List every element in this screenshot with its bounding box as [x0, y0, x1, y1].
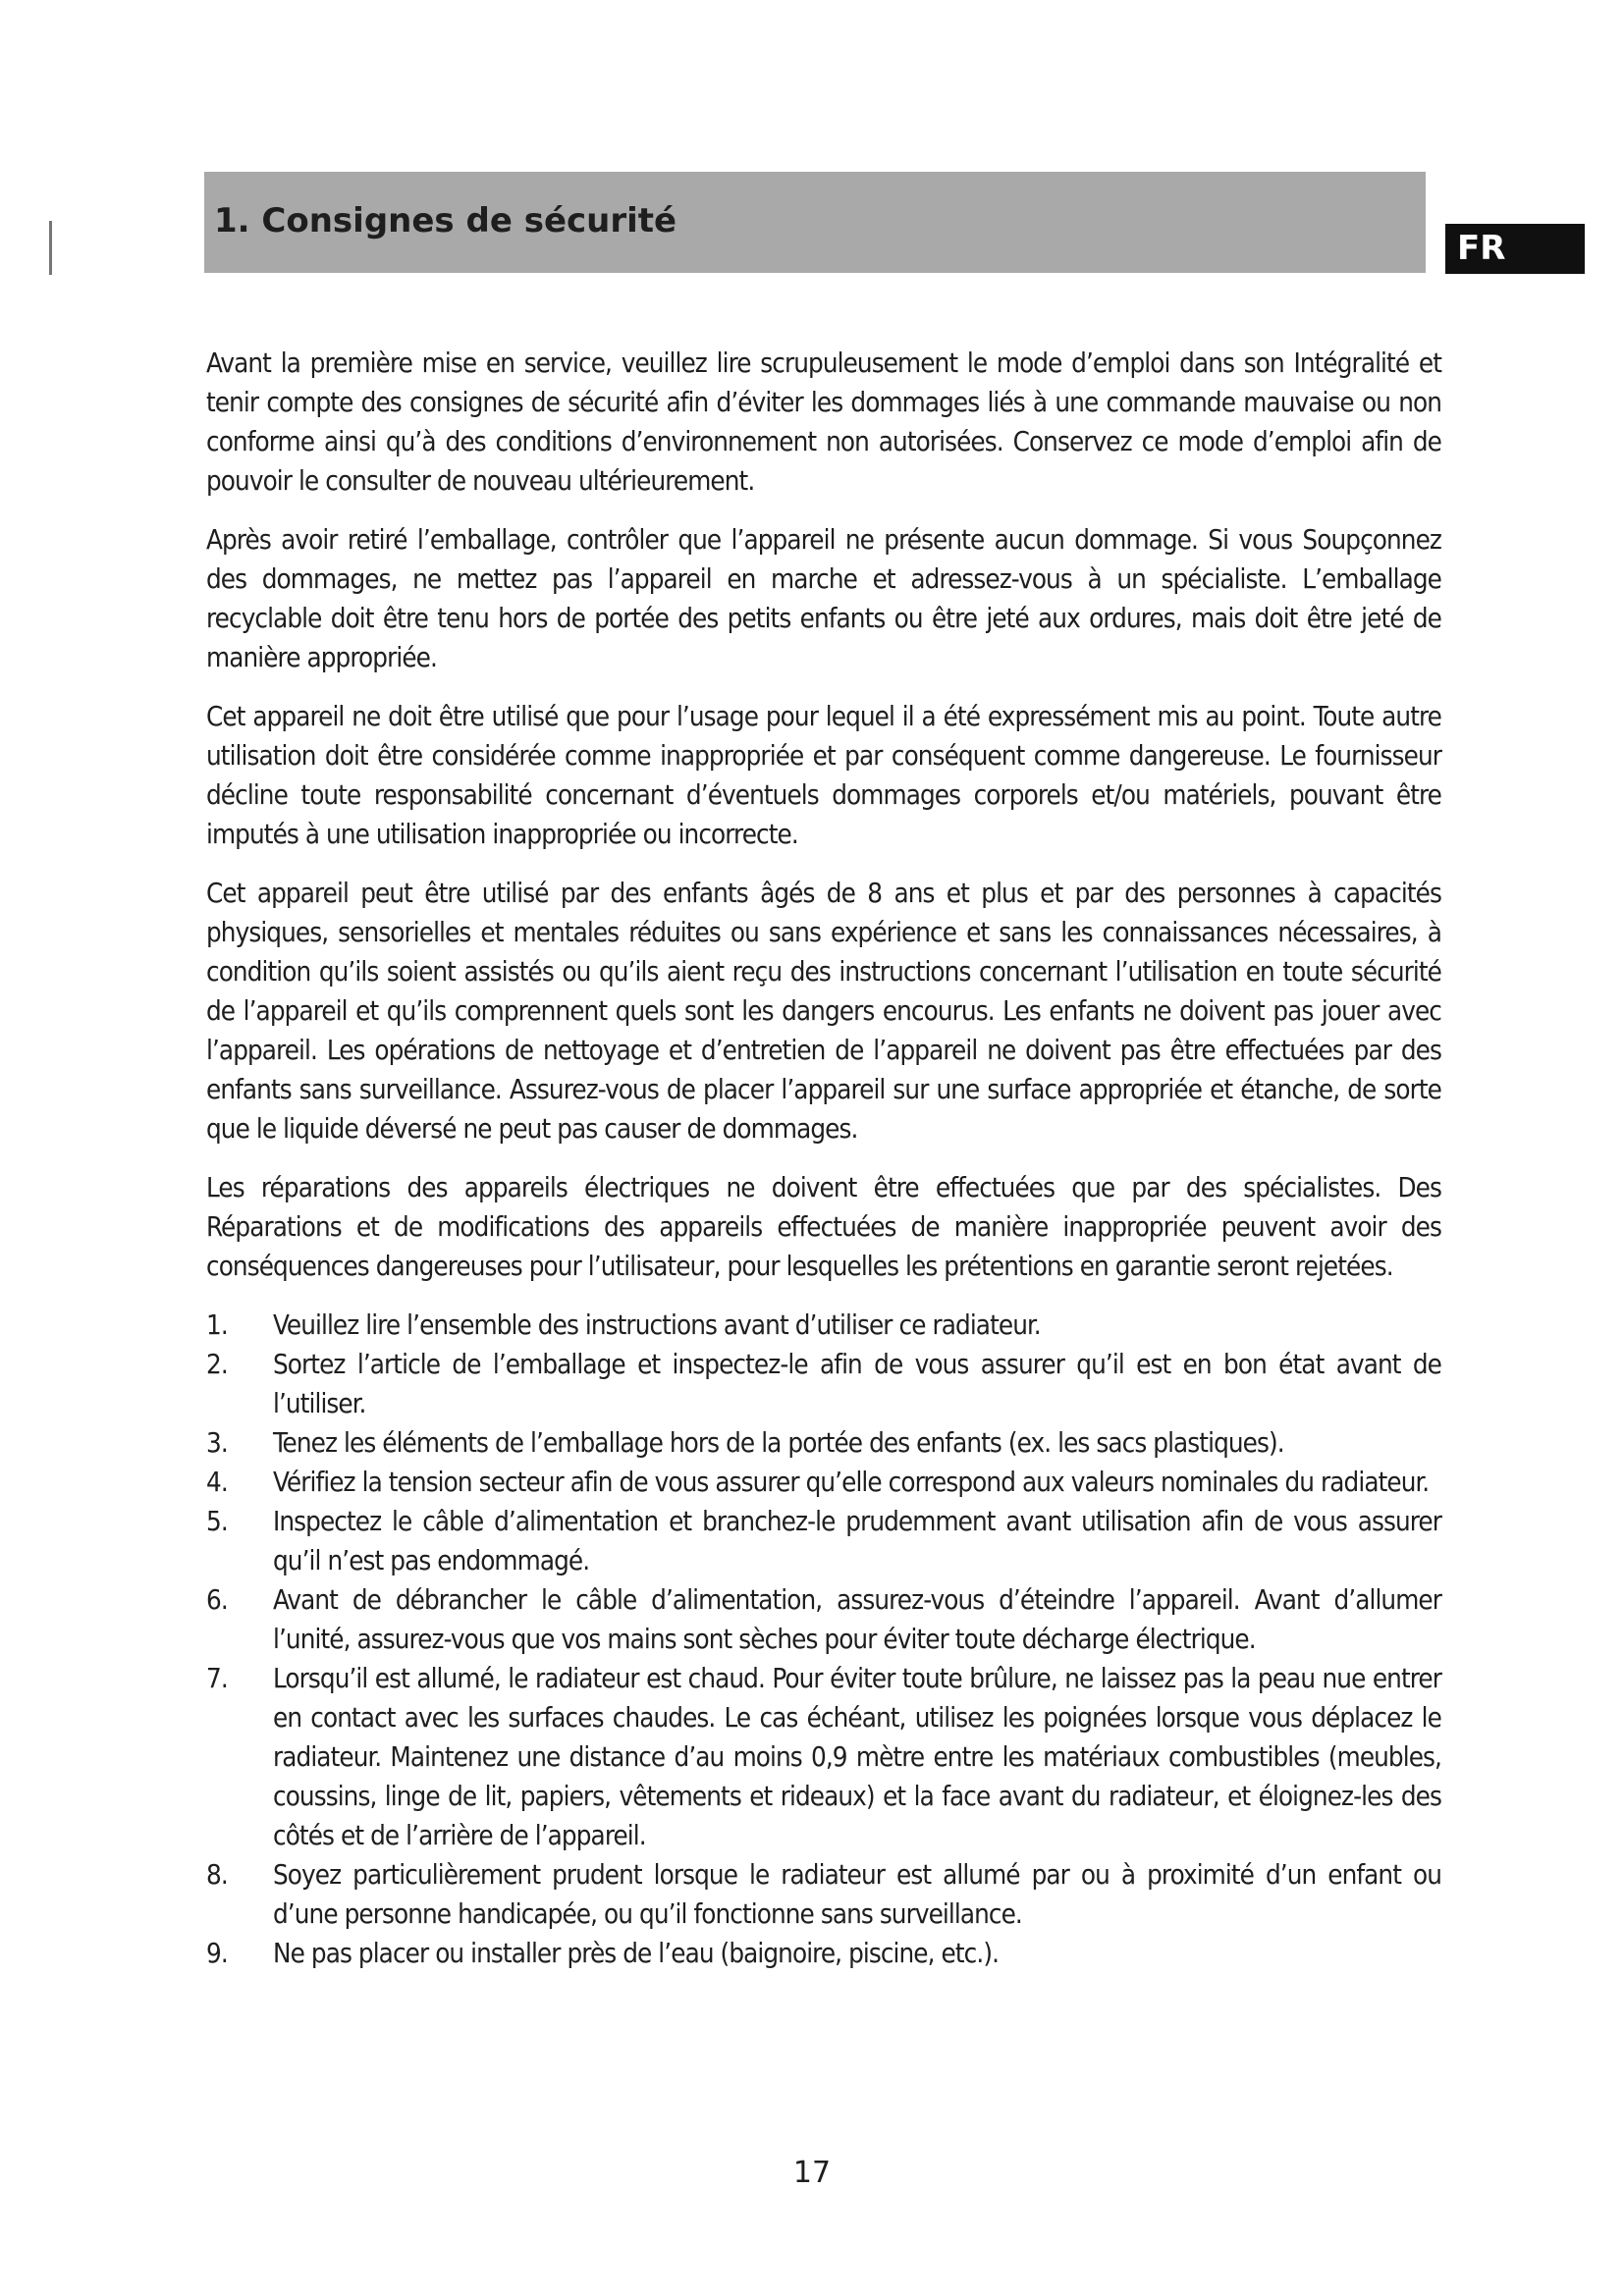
section-title: 1. Consignes de sécurité — [214, 201, 677, 240]
list-item-text: Vérifiez la tension secteur afin de vous assurer qu’elle correspond aux valeurs nominales du radiateur. — [273, 1467, 1430, 1498]
list-item-text: Avant de débrancher le câble d’alimentation, assurez-vous d’éteindre l’appareil. Avant d’allumer l’unité, assurez-vous que vos mains sont sèches pour éviter toute décharge électrique. — [273, 1584, 1441, 1655]
list-item-number: 4. — [206, 1467, 228, 1498]
list-item-number: 3. — [206, 1427, 228, 1459]
list-item — [206, 1345, 1441, 1423]
list-item-number: 8. — [206, 1859, 228, 1891]
list-item — [206, 1659, 1441, 1855]
list-item-number: 5. — [206, 1506, 228, 1537]
list-item — [206, 1423, 1441, 1463]
list-item-number: 6. — [206, 1584, 228, 1616]
list-item-number: 7. — [206, 1663, 228, 1694]
list-item-number: 1. — [206, 1309, 228, 1341]
intended-use-paragraph: Cet appareil ne doit être utilisé que pour l’usage pour lequel il a été expressément mis au point. Toute autre utilisation doit être considérée comme inappropriée et par conséquent comme dangereuse. Le fournisseur décline toute responsabilité concernant d’éventuels dommages corporels et/ou matériels, pouvant être imputés à une utilisation inappropriée ou incorrecte. — [206, 701, 1441, 850]
section-header-bar — [204, 172, 1426, 273]
instructions-list — [206, 1306, 1441, 1973]
packaging-paragraph: Après avoir retiré l’emballage, contrôler que l’appareil ne présente aucun dommage. Si vous Soupçonnez des dommages, ne mettez pas l’appareil en marche et adressez-vous à un spécialiste. L’emballage recyclable doit être tenu hors de portée des petits enfants ou être jeté aux ordures, mais doit être jeté de manière appropriée. — [206, 524, 1441, 673]
list-item — [206, 1934, 1441, 1973]
list-item-text: Veuillez lire l’ensemble des instructions avant d’utiliser ce radiateur. — [273, 1309, 1041, 1341]
list-item-text: Sortez l’article de l’emballage et inspectez-le afin de vous assurer qu’il est en bon état avant de l’utiliser. — [273, 1349, 1441, 1419]
list-item — [206, 1463, 1441, 1502]
list-item-number: 9. — [206, 1938, 228, 1969]
list-item-text: Inspectez le câble d’alimentation et branchez-le prudemment avant utilisation afin de vous assurer qu’il n’est pas endommagé. — [273, 1506, 1441, 1576]
page-margin-mark — [49, 221, 52, 275]
children-safety-paragraph: Cet appareil peut être utilisé par des enfants âgés de 8 ans et plus et par des personnes à capacités physiques, sensorielles et mentales réduites ou sans expérience et sans les connaissances nécessaires, à condition qu’ils soient assistés ou qu’ils aient reçu des instructions concernant l’utilisation en toute sécurité de l’appareil et qu’ils comprennent quels sont les dangers encourus. Les enfants ne doivent pas jouer avec l’appareil. Les opérations de nettoyage et d’entretien de l’appareil ne doivent pas être effectuées par des enfants sans surveillance. Assurez-vous de placer l’appareil sur une surface appropriée et étanche, de sorte que le liquide déversé ne peut pas causer de dommages. — [206, 878, 1441, 1145]
list-item-text: Soyez particulièrement prudent lorsque le radiateur est allumé par ou à proximité d’un enfant ou d’une personne handicapée, ou qu’il fonctionne sans surveillance. — [273, 1859, 1441, 1930]
repairs-paragraph: Les réparations des appareils électriques ne doivent être effectuées que par des spécialistes. Des Réparations et de modifications des appareils effectuées de manière inappropriée peuvent avoir des conséquences dangereuses pour l’utilisateur, pour lesquelles les prétentions en garantie seront rejetées. — [206, 1172, 1441, 1282]
list-item — [206, 1502, 1441, 1580]
page-number: 17 — [792, 2156, 832, 2190]
list-item — [206, 1855, 1441, 1934]
list-item-number: 2. — [206, 1349, 228, 1380]
list-item — [206, 1306, 1441, 1345]
list-item-text: Ne pas placer ou installer près de l’eau (baignoire, piscine, etc.). — [273, 1938, 1000, 1969]
list-item-text: Lorsqu’il est allumé, le radiateur est chaud. Pour éviter toute brûlure, ne laissez pas la peau nue entrer en contact avec les surfaces chaudes. Le cas échéant, utilisez les poignées lorsque vous déplacez le radiateur. Maintenez une distance d’au moins 0,9 mètre entre les matériaux combustibles (meubles, coussins, linge de lit, papiers, vêtements et rideaux) et la face avant du radiateur, et éloignez-les des côtés et de l’arrière de l’appareil. — [273, 1663, 1441, 1851]
list-item — [206, 1580, 1441, 1659]
list-item-text: Tenez les éléments de l’emballage hors de la portée des enfants (ex. les sacs plastiques). — [273, 1427, 1284, 1459]
main-content — [206, 344, 1441, 1973]
intro-paragraph: Avant la première mise en service, veuillez lire scrupuleusement le mode d’emploi dans son Intégralité et tenir compte des consignes de sécurité afin d’éviter les dommages liés à une commande mauvaise ou non conforme ainsi qu’à des conditions d’environnement non autorisées. Conservez ce mode d’emploi afin de pouvoir le consulter de nouveau ultérieurement. — [206, 347, 1441, 497]
language-badge: FR — [1445, 224, 1585, 274]
